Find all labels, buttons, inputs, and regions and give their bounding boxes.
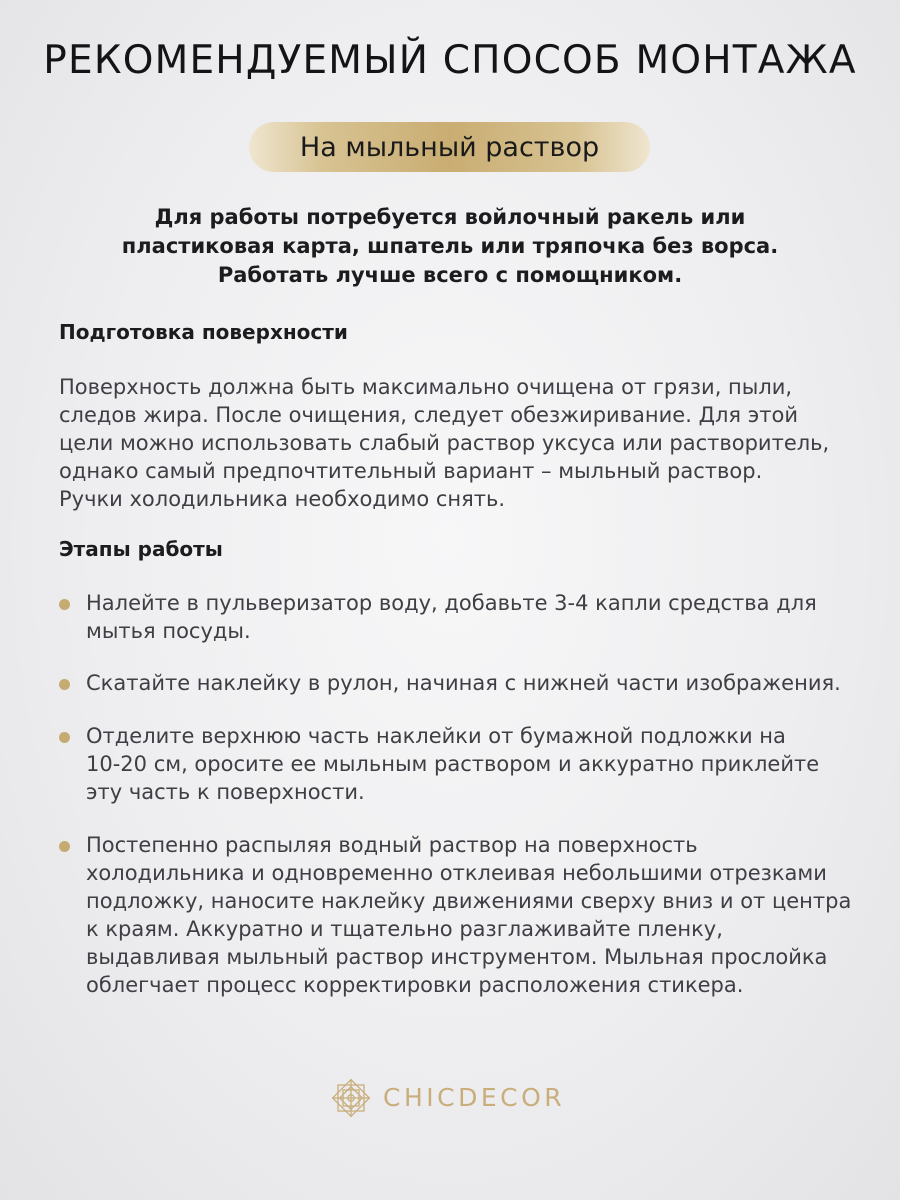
preparation-text [59,373,879,513]
step-text [86,589,886,645]
step-line: Налейте в пульверизатор воду, добавьте 3-4 капли средства для [86,591,817,615]
step-line: Отделите верхнюю часть наклейки от бумажной подложки на [86,724,786,748]
preparation-line: Ручки холодильника необходимо снять. [59,487,506,511]
step-line: к краям. Аккуратно и тщательно разглаживайте пленку, [86,917,723,941]
method-badge [249,122,650,172]
bullet-dot-icon [59,841,70,852]
preparation-line: цели можно использовать слабый раствор уксуса или растворитель, [59,431,830,455]
intro-line: Работать лучше всего с помощником. [217,263,683,287]
steps-heading: Этапы работы [59,537,223,561]
preparation-line: однако самый предпочтительный вариант – мыльный раствор. [59,459,763,483]
ornament-logo-icon [328,1075,374,1121]
step-text [86,831,886,999]
intro-text [60,203,840,290]
step-line: Скатайте наклейку в рулон, начиная с нижней части изображения. [86,671,841,695]
page-title: РЕКОМЕНДУЕМЫЙ СПОСОБ МОНТАЖА [43,38,857,83]
step-line: эту часть к поверхности. [86,780,365,804]
step-line: Постепенно распыляя водный раствор на поверхность [86,833,698,857]
intro-line: пластиковая карта, шпатель или тряпочка без ворса. [121,234,779,258]
method-badge-label: На мыльный раствор [299,131,600,163]
preparation-heading: Подготовка поверхности [59,320,348,344]
brand-logo [328,1075,578,1121]
step-text [86,722,886,806]
brand-name: CHICDECOR [383,1083,566,1112]
step-line: облегчает процесс корректировки расположения стикера. [86,973,744,997]
bullet-dot-icon [59,732,70,743]
intro-line: Для работы потребуется войлочный ракель или [154,205,746,229]
step-text [86,669,886,697]
step-line: холодильника и одновременно отклеивая небольшими отрезками [86,861,827,885]
step-line: выдавливая мыльный раствор инструментом. Мыльная прослойка [86,945,828,969]
step-line: 10-20 см, оросите ее мыльным раствором и аккуратно приклейте [86,752,820,776]
preparation-line: Поверхность должна быть максимально очищена от грязи, пыли, [59,375,793,399]
preparation-line: следов жира. После очищения, следует обезжиривание. Для этой [59,403,798,427]
step-line: мытья посуды. [86,619,251,643]
step-line: подложку, наносите наклейку движениями сверху вниз и от центра [86,889,852,913]
bullet-dot-icon [59,599,70,610]
bullet-dot-icon [59,679,70,690]
